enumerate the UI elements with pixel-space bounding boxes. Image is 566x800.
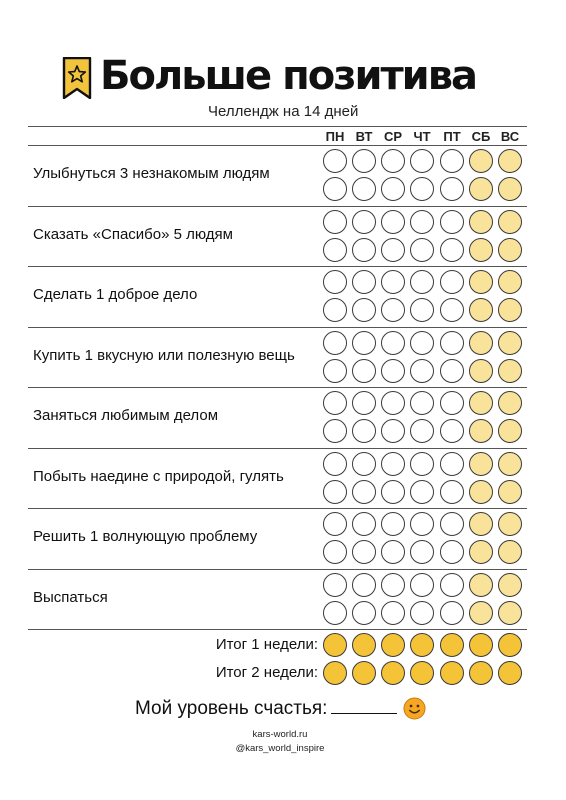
day-checkbox[interactable]: [498, 177, 522, 201]
divider-line: [28, 266, 527, 267]
divider-line: [28, 126, 527, 127]
day-checkbox[interactable]: [323, 512, 347, 536]
day-checkbox[interactable]: [323, 452, 347, 476]
day-checkbox[interactable]: [440, 512, 464, 536]
day-header: ВС: [500, 129, 520, 144]
day-checkbox[interactable]: [469, 601, 493, 625]
day-checkbox[interactable]: [352, 540, 376, 564]
day-checkbox[interactable]: [352, 480, 376, 504]
happiness-row: [135, 696, 435, 722]
day-checkbox[interactable]: [381, 149, 405, 173]
day-checkbox[interactable]: [440, 298, 464, 322]
day-checkbox[interactable]: [323, 238, 347, 262]
day-checkbox[interactable]: [469, 270, 493, 294]
day-checkbox[interactable]: [410, 177, 434, 201]
day-checkbox[interactable]: [469, 573, 493, 597]
divider-line: [28, 387, 527, 388]
day-checkbox[interactable]: [323, 601, 347, 625]
day-checkbox[interactable]: [498, 540, 522, 564]
day-checkbox[interactable]: [440, 210, 464, 234]
day-checkbox[interactable]: [498, 452, 522, 476]
week-total-checkbox[interactable]: [469, 661, 493, 685]
day-header: ПН: [325, 129, 345, 144]
task-label: Купить 1 вкусную или полезную вещь: [33, 346, 295, 364]
day-checkbox[interactable]: [381, 480, 405, 504]
task-label: Сделать 1 доброе дело: [33, 286, 198, 303]
day-checkbox[interactable]: [410, 419, 434, 443]
week-total-checkbox[interactable]: [323, 661, 347, 685]
day-checkbox[interactable]: [323, 298, 347, 322]
day-checkbox[interactable]: [323, 177, 347, 201]
day-checkbox[interactable]: [323, 480, 347, 504]
day-checkbox[interactable]: [352, 419, 376, 443]
task-label: Сказать «Спасибо» 5 людям: [33, 225, 233, 243]
day-checkbox[interactable]: [352, 210, 376, 234]
day-checkbox[interactable]: [440, 238, 464, 262]
happiness-blank-line[interactable]: [331, 696, 397, 714]
day-checkbox[interactable]: [352, 331, 376, 355]
day-checkbox[interactable]: [381, 601, 405, 625]
day-checkbox[interactable]: [498, 270, 522, 294]
day-checkbox[interactable]: [440, 452, 464, 476]
week-total-checkbox[interactable]: [352, 633, 376, 657]
day-checkbox[interactable]: [469, 452, 493, 476]
day-checkbox[interactable]: [440, 391, 464, 415]
day-checkbox[interactable]: [410, 480, 434, 504]
day-checkbox[interactable]: [323, 573, 347, 597]
day-checkbox[interactable]: [381, 391, 405, 415]
day-header: СР: [383, 129, 403, 144]
day-checkbox[interactable]: [410, 210, 434, 234]
day-checkbox[interactable]: [440, 419, 464, 443]
day-checkbox[interactable]: [498, 419, 522, 443]
day-checkbox[interactable]: [469, 149, 493, 173]
day-checkbox[interactable]: [410, 452, 434, 476]
day-checkbox[interactable]: [381, 573, 405, 597]
week-total-checkbox[interactable]: [352, 661, 376, 685]
day-checkbox[interactable]: [469, 419, 493, 443]
day-checkbox[interactable]: [498, 573, 522, 597]
day-checkbox[interactable]: [352, 177, 376, 201]
day-checkbox[interactable]: [381, 238, 405, 262]
day-checkbox[interactable]: [469, 331, 493, 355]
day-checkbox[interactable]: [498, 601, 522, 625]
day-checkbox[interactable]: [381, 419, 405, 443]
day-checkbox[interactable]: [469, 480, 493, 504]
divider-line: [28, 508, 527, 509]
day-checkbox[interactable]: [323, 331, 347, 355]
day-checkbox[interactable]: [498, 480, 522, 504]
day-checkbox[interactable]: [469, 298, 493, 322]
day-checkbox[interactable]: [440, 177, 464, 201]
day-checkbox[interactable]: [323, 359, 347, 383]
week-total-checkbox[interactable]: [440, 661, 464, 685]
divider-line: [28, 206, 527, 207]
week-total-label: Итог 1 недели:: [215, 636, 318, 653]
day-checkbox[interactable]: [410, 331, 434, 355]
day-checkbox[interactable]: [410, 540, 434, 564]
day-checkbox[interactable]: [410, 149, 434, 173]
task-label: Улыбнуться 3 незнакомым людям: [33, 165, 270, 182]
task-label: Решить 1 волнующую проблему: [33, 528, 258, 545]
smiley-icon: [403, 697, 426, 720]
day-checkbox[interactable]: [410, 391, 434, 415]
day-checkbox[interactable]: [352, 573, 376, 597]
day-header: ВТ: [355, 129, 373, 144]
day-checkbox[interactable]: [381, 270, 405, 294]
day-checkbox[interactable]: [469, 177, 493, 201]
week-total-checkbox[interactable]: [469, 633, 493, 657]
week-total-checkbox[interactable]: [498, 661, 522, 685]
day-checkbox[interactable]: [323, 540, 347, 564]
day-header: СБ: [471, 129, 491, 144]
footer-site: kars-world.ru: [252, 729, 308, 740]
day-checkbox[interactable]: [323, 391, 347, 415]
day-checkbox[interactable]: [440, 149, 464, 173]
divider-line: [28, 448, 527, 449]
day-checkbox[interactable]: [469, 238, 493, 262]
day-checkbox[interactable]: [440, 331, 464, 355]
day-checkbox[interactable]: [498, 149, 522, 173]
day-checkbox[interactable]: [498, 359, 522, 383]
day-header: ЧТ: [413, 129, 431, 144]
day-checkbox[interactable]: [352, 601, 376, 625]
page-subtitle: Челлендж на 14 дней: [208, 103, 359, 120]
star-bookmark-icon: [62, 57, 92, 99]
day-checkbox[interactable]: [323, 270, 347, 294]
divider-line: [28, 327, 527, 328]
task-label: Побыть наедине с природой, гулять: [33, 467, 284, 485]
week-total-checkbox[interactable]: [381, 661, 405, 685]
day-checkbox[interactable]: [410, 512, 434, 536]
day-checkbox[interactable]: [323, 210, 347, 234]
day-checkbox[interactable]: [469, 210, 493, 234]
day-checkbox[interactable]: [352, 298, 376, 322]
day-checkbox[interactable]: [352, 391, 376, 415]
day-checkbox[interactable]: [469, 359, 493, 383]
divider-line: [28, 629, 527, 630]
day-checkbox[interactable]: [469, 540, 493, 564]
day-checkbox[interactable]: [410, 298, 434, 322]
day-header: ПТ: [443, 129, 461, 144]
footer-handle: @kars_world_inspire: [235, 743, 325, 754]
day-checkbox[interactable]: [410, 238, 434, 262]
day-checkbox[interactable]: [381, 331, 405, 355]
day-checkbox[interactable]: [381, 359, 405, 383]
divider-line: [28, 569, 527, 570]
day-checkbox[interactable]: [381, 452, 405, 476]
day-checkbox[interactable]: [498, 238, 522, 262]
day-checkbox[interactable]: [352, 452, 376, 476]
day-checkbox[interactable]: [381, 177, 405, 201]
day-checkbox[interactable]: [410, 573, 434, 597]
page-title: Больше позитива: [100, 53, 476, 99]
day-checkbox[interactable]: [323, 419, 347, 443]
day-checkbox[interactable]: [469, 391, 493, 415]
week-total-checkbox[interactable]: [498, 633, 522, 657]
week-total-checkbox[interactable]: [410, 661, 434, 685]
day-checkbox[interactable]: [498, 512, 522, 536]
day-checkbox[interactable]: [352, 359, 376, 383]
day-checkbox[interactable]: [440, 480, 464, 504]
week-total-checkbox[interactable]: [323, 633, 347, 657]
day-checkbox[interactable]: [440, 573, 464, 597]
task-label: Заняться любимым делом: [33, 407, 219, 424]
day-checkbox[interactable]: [410, 270, 434, 294]
day-checkbox[interactable]: [498, 210, 522, 234]
day-checkbox[interactable]: [498, 298, 522, 322]
day-checkbox[interactable]: [381, 298, 405, 322]
day-checkbox[interactable]: [381, 540, 405, 564]
day-checkbox[interactable]: [498, 391, 522, 415]
day-checkbox[interactable]: [352, 238, 376, 262]
task-label: Выспаться: [33, 588, 108, 606]
divider-line: [28, 145, 527, 146]
day-checkbox[interactable]: [381, 210, 405, 234]
day-checkbox[interactable]: [410, 359, 434, 383]
day-checkbox[interactable]: [323, 149, 347, 173]
week-total-label: Итог 2 недели:: [215, 664, 318, 681]
week-total-checkbox[interactable]: [440, 633, 464, 657]
day-checkbox[interactable]: [469, 512, 493, 536]
day-checkbox[interactable]: [440, 359, 464, 383]
week-total-checkbox[interactable]: [381, 633, 405, 657]
day-checkbox[interactable]: [498, 331, 522, 355]
happiness-label: Мой уровень счастья:: [135, 698, 328, 719]
day-checkbox[interactable]: [381, 512, 405, 536]
day-checkbox[interactable]: [440, 601, 464, 625]
day-checkbox[interactable]: [440, 270, 464, 294]
week-total-checkbox[interactable]: [410, 633, 434, 657]
day-checkbox[interactable]: [352, 512, 376, 536]
day-checkbox[interactable]: [440, 540, 464, 564]
day-checkbox[interactable]: [352, 270, 376, 294]
day-checkbox[interactable]: [410, 601, 434, 625]
day-checkbox[interactable]: [352, 149, 376, 173]
